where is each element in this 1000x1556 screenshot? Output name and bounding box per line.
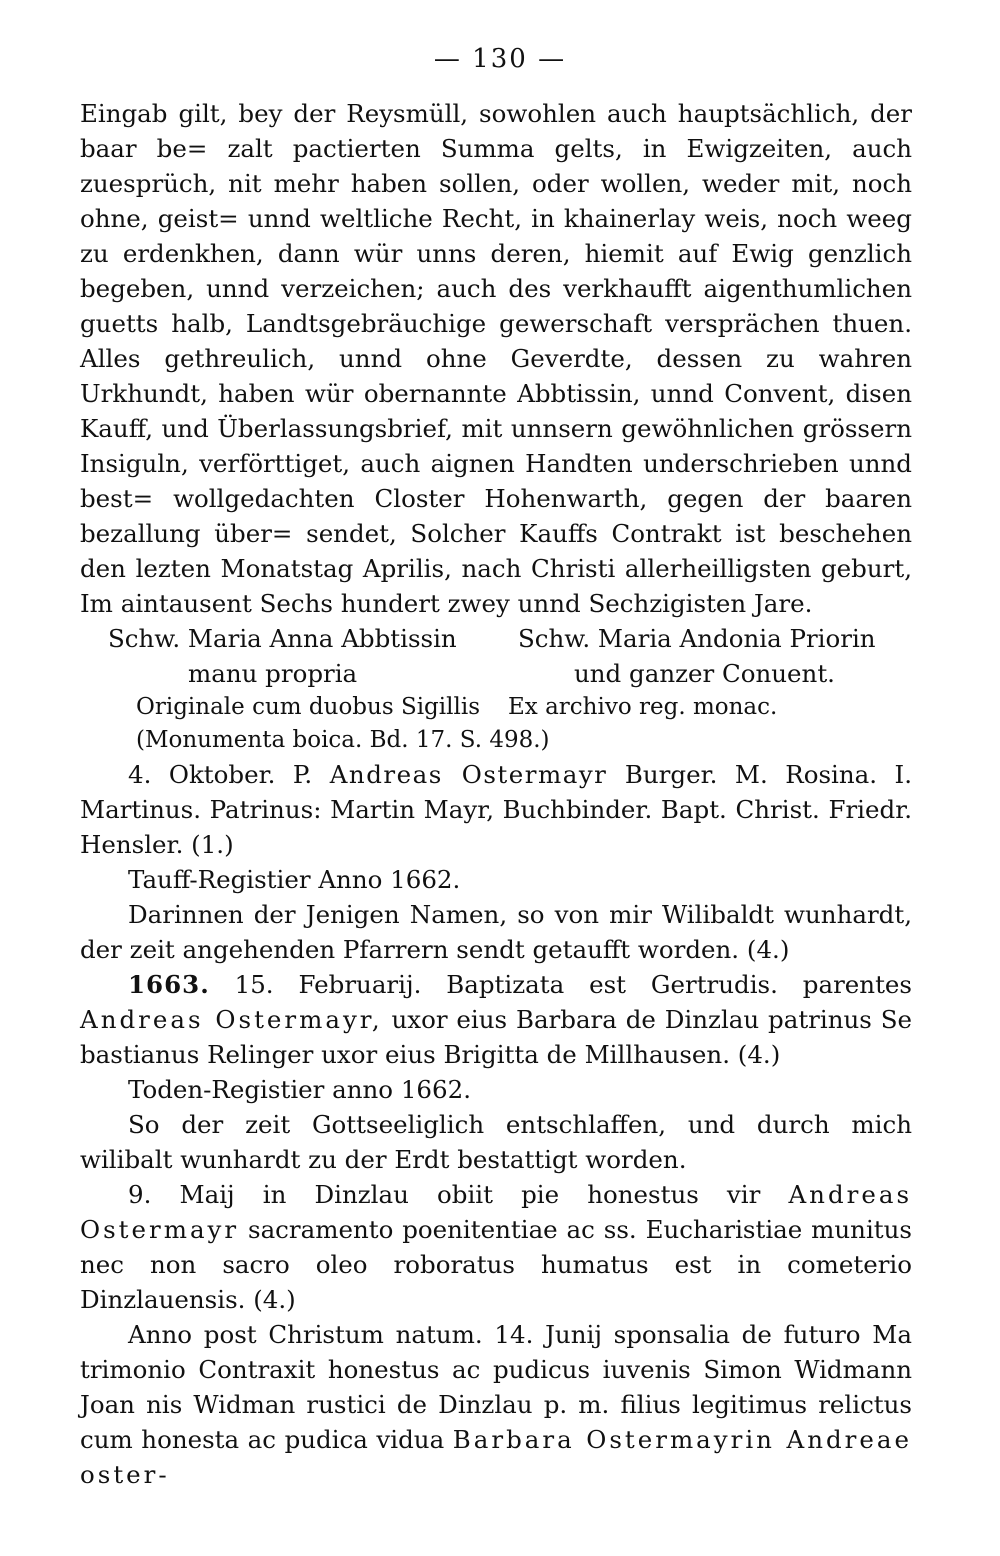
entry-text-part2: uxor eius Barbara de Dinzlau patrinus Se bastianus Relinger uxor eius Brigitta de Millhausen. (4.) <box>80 1005 912 1069</box>
entry-details: Burger. M. Rosina. I. Martinus. Patrinus: Martin Mayr, Buchbinder. Bapt. Christ. Friedr. Hensler. (1.) <box>80 760 912 859</box>
baptism-register-intro: Darinnen der Jenigen Namen, so von mir Wilibaldt wunhardt, der zeit angehenden Pfarrern sendt getaufft worden. (4.) <box>80 900 912 964</box>
betrothal-entry <box>80 1317 912 1492</box>
death-entry-part1: 9. Maij in Dinzlau obiit pie honestus vir <box>128 1180 761 1209</box>
signature-abbess-name: Schw. Maria Anna Abbtissin <box>108 624 457 653</box>
death-register-intro: So der zeit Gottseeliglich entschlaffen, und durch mich wilibalt wunhardt zu der Erdt bestattigt worden. <box>80 1110 912 1174</box>
betrothal-entry-name: Barbara Ostermayrin Andreae oster- <box>80 1425 912 1489</box>
signature-prioress-name: Schw. Maria Andonia Priorin <box>518 624 876 653</box>
signature-prioress <box>518 621 912 691</box>
entry-spaced-name: Andreas Ostermayr, <box>80 1005 383 1034</box>
baptism-entry-1663 <box>80 967 912 1072</box>
signature-prioress-note: und ganzer Conuent. <box>574 659 835 688</box>
death-entry-name: Andreas Ostermayr <box>80 1180 913 1244</box>
entry-name: Andreas Ostermayr <box>329 760 608 789</box>
signature-block <box>80 621 912 691</box>
entry-year: 1663. <box>128 970 210 999</box>
signature-abbess <box>80 621 518 691</box>
death-register-heading: Toden-Registier anno 1662. <box>128 1075 471 1104</box>
source-original: Originale cum duobus Sigillis <box>136 694 481 720</box>
death-entry-part2: sacramento poenitentiae ac ss. Eucharistiae munitus nec non sacro oleo roboratus humatus est in cometerio Dinzlauensis. (4.) <box>80 1215 912 1314</box>
contract-paragraph: Eingab gilt, bey der Reysmüll, sowohlen auch hauptsächlich, der baar be= zalt pactierten Summa gelts, in Ewigzeiten, auch zuesprüch, nit mehr haben sollen, oder wollen, weder mit, noch ohne, geist= unnd weltliche Recht, in khainerlay weis, noch weeg zu erdenkhen, dann wür unns deren, hiemit auf Ewig genzlich begeben, unnd verzeichen; auch des verkhaufft aigenthumlichen guetts halb, Landtsgebräuchige gewerschaft versprächen thuen. Alles gethreulich, unnd ohne Geverdte, dessen zu wahren Urkhundt, haben wür obernannte Abbtissin, unnd Convent, disen Kauff, und Überlassungsbrief, mit unnsern gewöhnlichen grössern Insiguln, verförttiget, auch aignen Handten underschrieben unnd best= wollgedachten Closter Hohenwarth, gegen der baaren bezallung über= sendet, Solcher Kauffs Contrakt ist beschehen den lezten Monatstag Aprilis, nach Christi allerheilligsten geburt, Im aintausent Sechs hundert zwey unnd Sechzigisten Jare. <box>80 99 912 618</box>
source-reference: (Monumenta boica. Bd. 17. S. 498.) <box>136 727 550 753</box>
baptism-register-heading: Tauff-Registier Anno 1662. <box>128 865 461 894</box>
death-entry <box>80 1177 912 1317</box>
entry-date: 4. Oktober. P. <box>128 760 313 789</box>
betrothal-entry-text: Anno post Christum natum. 14. Junij sponsalia de futuro Ma trimonio Contraxit honestus ac pudicus iuvenis Simon Widmann Joan nis Widman rustici de Dinzlau p. m. filius legitimus relictus cum honesta ac pudica vidua <box>80 1320 912 1454</box>
page-number: — 130 — <box>433 44 567 74</box>
source-note <box>80 691 912 724</box>
entry-text-part1: 15. Februarij. Baptizata est Gertrudis. parentes <box>234 970 912 999</box>
source-archive: Ex archivo reg. monac. <box>508 694 778 720</box>
signature-abbess-note: manu propria <box>188 659 358 688</box>
baptism-entry-1662 <box>80 757 912 862</box>
page-body <box>80 96 912 1492</box>
